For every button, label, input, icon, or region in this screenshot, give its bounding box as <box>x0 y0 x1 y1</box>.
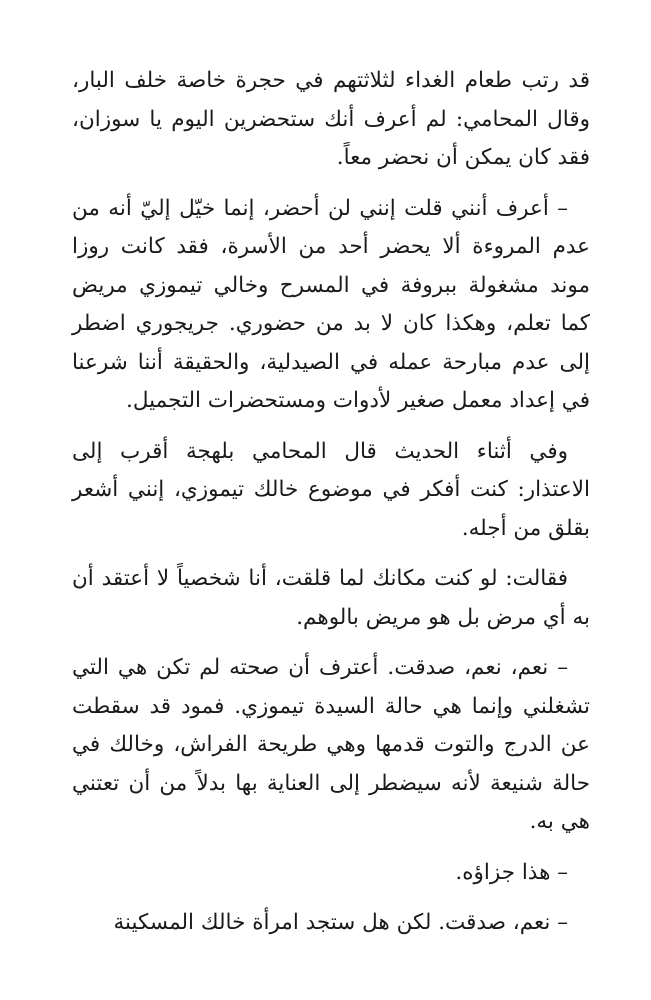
paragraph-3: وفي أثناء الحديث قال المحامي بلهجة أقرب إلى الاعتذار: كنت أفكر في موضوع خالك تيموزي، إنني أشعر بقلق من أجله. <box>72 438 590 541</box>
paragraph-4: فقالت: لو كنت مكانك لما قلقت، أنا شخصياً لا أعتقد أن به أي مرض بل هو مريض بالوهم. <box>72 566 590 630</box>
text-column <box>72 62 590 943</box>
paragraph-7: – نعم، صدقت. لكن هل ستجد امرأة خالك المسكينة <box>113 910 568 935</box>
paragraph-2: – أعرف أنني قلت إنني لن أحضر، إنما خيّل إليّ أنه من عدم المروءة ألا يحضر أحد من الأسرة، فقد كانت روزا موند مشغولة ببروفة في المسرح وخالي تيموزي مريض كما تعلم، وهكذا كان لا بد من حضوري. جريجوري اضطر إلى عدم مبارحة عمله في الصيدلية، والحقيقة أننا شرعنا في إعداد معمل صغير لأدوات ومستحضرات التجميل. <box>72 195 590 413</box>
paragraph-1: قد رتب طعام الغداء لثلاثتهم في حجرة خاصة خلف البار، وقال المحامي: لم أعرف أنك ستحضرين اليوم يا سوزان، فقد كان يمكن أن نحضر معاً. <box>72 68 590 170</box>
paragraph-6: – هذا جزاؤه. <box>455 859 568 885</box>
paragraph-5: – نعم، نعم، صدقت. أعترف أن صحته لم تكن هي التي تشغلني وإنما هي حالة السيدة تيموزي. فمود قد سقطت عن الدرج والتوت قدمها وهي طريحة الفراش، وخالك في حالة شنيعة لأنه سيضطر إلى العناية بها بدلاً من أن تعتني هي به. <box>72 655 590 834</box>
